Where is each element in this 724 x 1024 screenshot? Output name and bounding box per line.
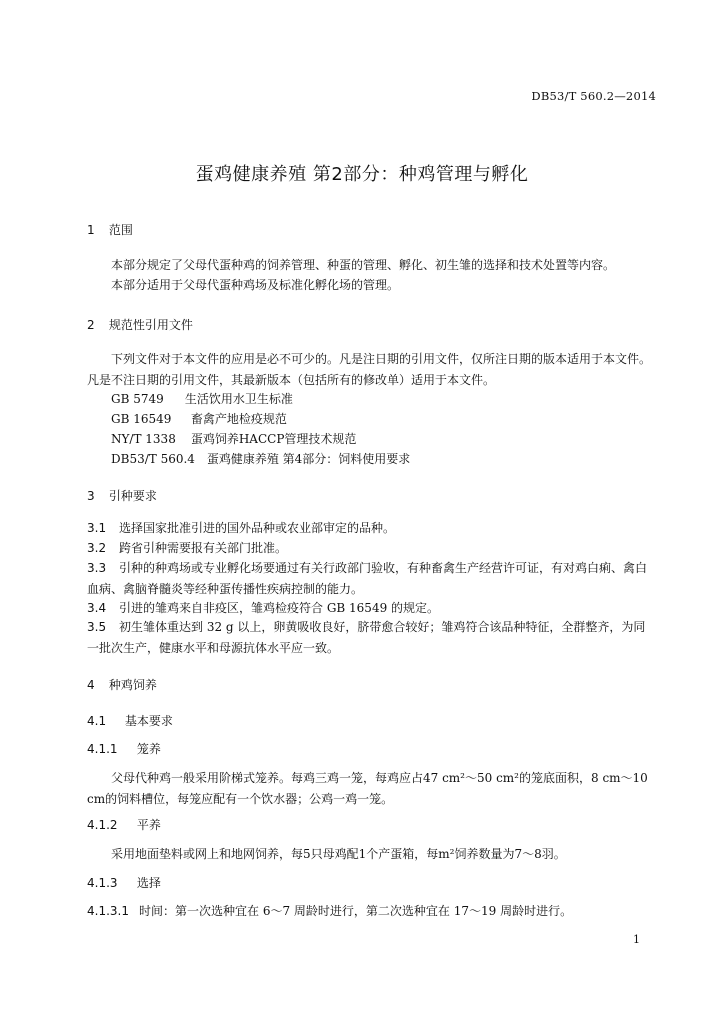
section-2-heading (87, 316, 193, 333)
section-title: 范围 (108, 223, 133, 237)
clause-number: 4.1.3.1 (87, 904, 129, 918)
clause-text: 引种的种鸡场或专业孵化场要通过有关行政部门验收，有种畜禽生产经营许可证，有对鸡白痢、禽白血病、禽脑脊髓炎等经种蛋传播性疾病控制的能力。 (87, 561, 648, 596)
clause-3-4 (87, 598, 657, 619)
clause-3-1 (87, 518, 657, 539)
section-4-heading (87, 676, 157, 693)
section-number: 4.1.3 (87, 876, 118, 890)
section-4-1-2-text: 采用地面垫料或网上和地网饲养，每5只母鸡配1个产蛋箱，每m²饲养数量为7～8羽。 (111, 847, 566, 861)
clause-number: 3.4 (87, 601, 107, 615)
clause-3-2 (87, 538, 657, 559)
section-1-para-1: 本部分规定了父母代蛋种鸡的饲养管理、种蛋的管理、孵化、初生雏的选择和技术处置等内容。 (111, 258, 616, 272)
section-4-1-2-heading (87, 816, 161, 833)
section-4-1-heading (87, 712, 173, 729)
reference-name: 蛋鸡健康养殖 第4部分：饲料使用要求 (206, 452, 411, 466)
clause-text: 初生雏体重达到 32 g 以上，卵黄吸收良好，脐带愈合较好；雏鸡符合该品种特征，全群整齐，为同一批次生产，健康水平和母源抗体水平应一致。 (87, 620, 646, 655)
clause-number: 3.2 (87, 541, 107, 555)
document-title: 蛋鸡健康养殖 第2部分：种鸡管理与孵化 (195, 164, 529, 185)
section-4-1-3-heading (87, 874, 161, 891)
clause-text: 引进的雏鸡来自非疫区，雏鸡检疫符合 GB 16549 的规定。 (119, 601, 440, 615)
section-number: 4.1.2 (87, 818, 118, 832)
section-title: 规范性引用文件 (108, 318, 193, 332)
reference-item (111, 390, 293, 407)
reference-name: 蛋鸡饲养HACCP管理技术规范 (190, 432, 357, 446)
clause-3-5 (87, 617, 657, 658)
section-1-para-2: 本部分适用于父母代蛋种鸡场及标准化孵化场的管理。 (111, 278, 400, 292)
section-title: 选择 (136, 876, 161, 890)
section-title: 引种要求 (108, 489, 157, 503)
section-4-1-1-heading (87, 740, 161, 757)
section-3-heading (87, 487, 157, 504)
section-title: 基本要求 (124, 714, 173, 728)
clause-text: 选择国家批准引进的国外品种或农业部审定的品种。 (119, 521, 396, 535)
clause-3-3 (87, 558, 657, 599)
section-title: 笼养 (136, 742, 161, 756)
section-number: 4 (87, 678, 95, 692)
section-title: 种鸡饲养 (108, 678, 157, 692)
clause-number: 3.3 (87, 561, 107, 575)
clause-4-1-3-1 (87, 901, 657, 922)
page-number: 1 (633, 933, 640, 946)
section-title: 平养 (136, 818, 161, 832)
clause-text: 时间：第一次选种宜在 6～7 周龄时进行，第二次选种宜在 17～19 周龄时进行。 (139, 904, 573, 918)
clause-number: 3.5 (87, 620, 107, 634)
section-number: 2 (87, 318, 95, 332)
clause-text: 跨省引种需要报有关部门批准。 (119, 541, 288, 555)
section-4-1-1-text: 父母代种鸡一般采用阶梯式笼养。每鸡三鸡一笼，每鸡应占47 cm²～50 cm²的笼底面积，8 cm～10 cm的饲料槽位，每笼应配有一个饮水器；公鸡一鸡一笼。 (87, 771, 648, 806)
reference-item (111, 450, 410, 467)
reference-code: GB 16549 (111, 412, 172, 426)
reference-code: GB 5749 (111, 392, 164, 406)
reference-item (111, 410, 287, 427)
reference-name: 畜禽产地检疫规范 (190, 412, 287, 426)
section-number: 3 (87, 489, 95, 503)
section-2-intro: 下列文件对于本文件的应用是必不可少的。凡是注日期的引用文件，仅所注日期的版本适用于本文件。凡是不注日期的引用文件，其最新版本（包括所有的修改单）适用于本文件。 (87, 352, 652, 387)
reference-code: DB53/T 560.4 (111, 452, 195, 466)
reference-name: 生活饮用水卫生标准 (184, 392, 293, 406)
section-number: 1 (87, 223, 95, 237)
section-number: 4.1 (87, 714, 107, 728)
clause-number: 3.1 (87, 521, 107, 535)
section-number: 4.1.1 (87, 742, 118, 756)
reference-item (111, 430, 356, 447)
section-1-heading (87, 221, 133, 238)
reference-code: NY/T 1338 (111, 432, 176, 446)
document-code: DB53/T 560.2—2014 (531, 89, 656, 103)
